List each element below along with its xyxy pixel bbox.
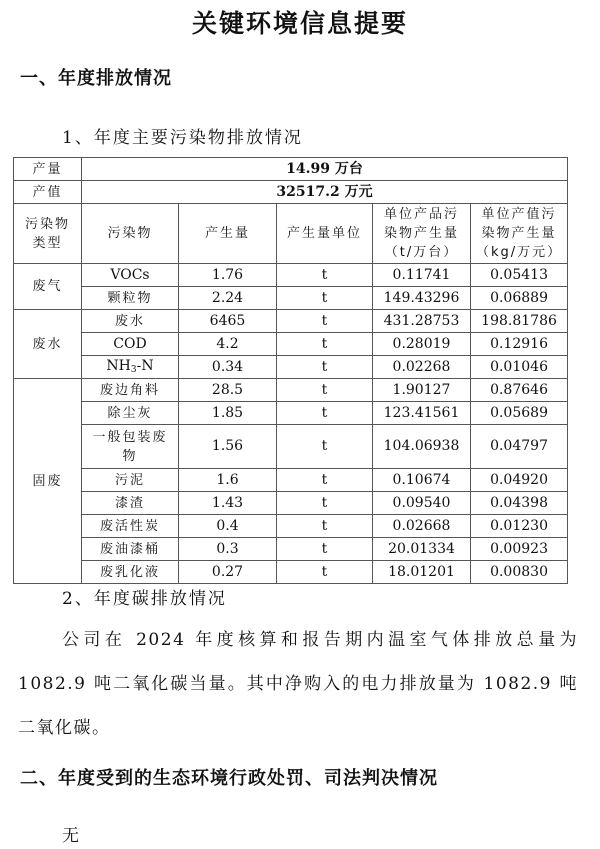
table-row <box>14 333 568 356</box>
per-product-cell: 0.02268 <box>373 356 471 379</box>
amount-cell: 0.3 <box>179 538 277 561</box>
amount-cell: 1.56 <box>179 425 277 469</box>
pollutant-cell: 废油漆桶 <box>82 538 179 561</box>
table-row <box>14 402 568 425</box>
table-row <box>14 356 568 379</box>
per-product-cell: 0.10674 <box>373 469 471 492</box>
header-amount: 产生量 <box>179 204 277 264</box>
table-row <box>14 264 568 287</box>
table-header-row <box>14 204 568 264</box>
amount-cell: 0.27 <box>179 561 277 584</box>
per-product-cell: 0.09540 <box>373 492 471 515</box>
pollutant-cell: COD <box>82 333 179 356</box>
per-product-cell: 149.43296 <box>373 287 471 310</box>
pollutant-cell: 除尘灰 <box>82 402 179 425</box>
amount-cell: 2.24 <box>179 287 277 310</box>
amount-cell: 1.76 <box>179 264 277 287</box>
per-product-cell: 0.28019 <box>373 333 471 356</box>
unit-cell: t <box>277 425 373 469</box>
per-product-cell: 1.90127 <box>373 379 471 402</box>
table-row <box>14 469 568 492</box>
header-per-value: 单位产值污染物产生量（kg/万元） <box>471 204 568 264</box>
pollutant-emissions-table <box>13 157 568 584</box>
production-value: 32517.2 万元 <box>82 181 568 204</box>
amount-cell: 1.43 <box>179 492 277 515</box>
header-per-product: 单位产品污染物产生量（t/万台） <box>373 204 471 264</box>
per-value-cell: 0.00923 <box>471 538 568 561</box>
amount-cell: 4.2 <box>179 333 277 356</box>
pollutant-cell: 废乳化液 <box>82 561 179 584</box>
pollutant-cell: 废活性炭 <box>82 515 179 538</box>
pollutant-cell: 一般包装废物 <box>82 425 179 469</box>
per-value-cell: 198.81786 <box>471 310 568 333</box>
per-product-cell: 0.02668 <box>373 515 471 538</box>
section-heading-emissions: 一、年度排放情况 <box>20 68 172 89</box>
unit-cell: t <box>277 469 373 492</box>
table-row <box>14 515 568 538</box>
table-row <box>14 561 568 584</box>
pollutant-cell: 颗粒物 <box>82 287 179 310</box>
pollutant-type-cell: 固废 <box>14 379 82 584</box>
pollutant-cell: 漆渣 <box>82 492 179 515</box>
table-row <box>14 287 568 310</box>
unit-cell: t <box>277 287 373 310</box>
pollutant-cell: 废边角料 <box>82 379 179 402</box>
per-product-cell: 20.01334 <box>373 538 471 561</box>
per-value-cell: 0.01230 <box>471 515 568 538</box>
table-row <box>14 492 568 515</box>
header-pollutant: 污染物 <box>82 204 179 264</box>
unit-cell: t <box>277 538 373 561</box>
per-value-cell: 0.01046 <box>471 356 568 379</box>
per-value-cell: 0.05413 <box>471 264 568 287</box>
unit-cell: t <box>277 264 373 287</box>
amount-cell: 28.5 <box>179 379 277 402</box>
per-product-cell: 123.41561 <box>373 402 471 425</box>
table-row <box>14 538 568 561</box>
table-row <box>14 425 568 469</box>
output-label: 产量 <box>14 158 82 181</box>
pollutant-cell: 污泥 <box>82 469 179 492</box>
unit-cell: t <box>277 356 373 379</box>
amount-cell: 1.6 <box>179 469 277 492</box>
table-row <box>14 379 568 402</box>
table-row <box>14 310 568 333</box>
unit-cell: t <box>277 515 373 538</box>
amount-cell: 6465 <box>179 310 277 333</box>
per-product-cell: 0.11741 <box>373 264 471 287</box>
section-heading-penalties: 二、年度受到的生态环境行政处罚、司法判决情况 <box>20 768 438 789</box>
per-value-cell: 0.04797 <box>471 425 568 469</box>
subsection-heading-pollutants: 1、年度主要污染物排放情况 <box>62 128 303 148</box>
penalties-content: 无 <box>62 826 79 846</box>
per-value-cell: 0.12916 <box>471 333 568 356</box>
amount-cell: 0.34 <box>179 356 277 379</box>
per-value-cell: 0.87646 <box>471 379 568 402</box>
per-value-cell: 0.06889 <box>471 287 568 310</box>
unit-cell: t <box>277 310 373 333</box>
unit-cell: t <box>277 379 373 402</box>
output-value: 14.99 万台 <box>82 158 568 181</box>
pollutant-type-cell: 废水 <box>14 310 82 379</box>
production-value-label: 产值 <box>14 181 82 204</box>
unit-cell: t <box>277 402 373 425</box>
per-value-cell: 0.00830 <box>471 561 568 584</box>
subsection-heading-carbon: 2、年度碳排放情况 <box>62 589 227 609</box>
amount-cell: 1.85 <box>179 402 277 425</box>
unit-cell: t <box>277 561 373 584</box>
per-value-cell: 0.04398 <box>471 492 568 515</box>
amount-cell: 0.4 <box>179 515 277 538</box>
unit-cell: t <box>277 333 373 356</box>
header-unit: 产生量单位 <box>277 204 373 264</box>
per-product-cell: 18.01201 <box>373 561 471 584</box>
unit-cell: t <box>277 492 373 515</box>
carbon-emissions-paragraph: 公司在 2024 年度核算和报告期内温室气体排放总量为 1082.9 吨二氧化碳当量。其中净购入的电力排放量为 1082.9 吨二氧化碳。 <box>18 630 578 738</box>
pollutant-cell: $NH_3-N$ <box>82 356 179 379</box>
pollutant-cell: VOCs <box>82 264 179 287</box>
pollutant-cell: 废水 <box>82 310 179 333</box>
per-product-cell: 431.28753 <box>373 310 471 333</box>
document-title: 关键环境信息提要 <box>191 9 408 38</box>
per-value-cell: 0.05689 <box>471 402 568 425</box>
per-product-cell: 104.06938 <box>373 425 471 469</box>
header-pollutant-type: 污染物类型 <box>14 204 82 264</box>
per-value-cell: 0.04920 <box>471 469 568 492</box>
pollutant-type-cell: 废气 <box>14 264 82 310</box>
